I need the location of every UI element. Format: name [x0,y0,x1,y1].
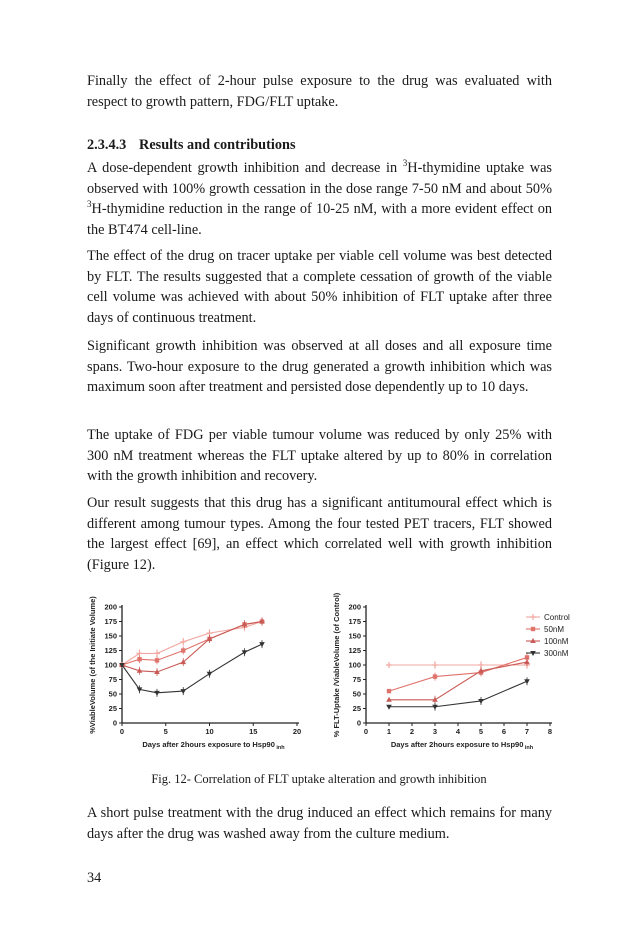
x-axis-label: Days after 2hours exposure to Hsp90 $_{inh}$ [390,740,534,751]
y-tick-label: 0 [356,718,361,728]
paragraph-pulse-treatment: A short pulse treatment with the drug induced an effect which remains for many days after the drug was washed away from the culture medium. [87,805,552,842]
chart-legend [526,613,570,658]
x-axis-label: Days after 2hours exposure to Hsp90 $_{inh}$ [142,740,285,751]
data-point [242,650,248,655]
data-point [137,657,141,661]
series-line [389,662,527,700]
y-tick-label: 175 [104,617,117,627]
x-tick-label: 5 [478,727,484,736]
x-tick-label: 1 [386,727,392,736]
series-line [122,644,262,693]
data-point [386,662,392,668]
legend-marker [530,614,536,620]
page-number: 34 [87,870,102,886]
y-tick-label: 100 [348,660,361,670]
results-text-3: H-thymidine reduction in the range of 10-25 nM, with a more evident effect on the BT474 cell-line. [87,201,552,238]
y-tick-label: 25 [108,704,117,714]
y-axis-label: % FLT-Uptake /ViableVolume (of Control) [332,592,341,738]
data-point [433,674,437,678]
x-tick-label: 3 [432,727,438,736]
data-point [154,691,160,696]
legend-label: 100nM [544,637,569,646]
x-tick-label: 8 [547,727,553,736]
x-tick-label: 0 [119,727,125,736]
y-tick-label: 75 [352,675,361,685]
x-tick-label: 20 [292,727,302,736]
x-tick-label: 2 [409,727,415,736]
paragraph-intro: Finally the effect of 2-hour pulse exposure to the drug was evaluated with respect to growth pattern, FDG/FLT uptake. [87,73,552,110]
x-tick-label: 6 [501,727,507,736]
x-tick-label: 5 [163,727,168,736]
y-tick-label: 0 [112,718,117,728]
x-tick-label: 7 [524,727,530,736]
x-tick-label: 15 [249,727,258,736]
legend-marker [531,627,535,631]
y-tick-label: 200 [348,602,361,612]
superscript-3b: 3 [87,199,92,210]
y-tick-label: 150 [104,631,117,641]
y-tick-label: 150 [348,631,361,641]
legend-label: Control [544,613,570,622]
legend-label: 50nM [544,625,565,634]
data-point [432,662,438,668]
y-axis-label: %ViableVolume (of the Initiate Volume) [88,596,97,734]
x-tick-label: 4 [455,727,461,736]
figure-12 [80,592,570,755]
growth-chart [88,596,301,751]
data-point [524,659,530,664]
y-tick-label: 50 [108,689,117,699]
section-title: Results and contributions [139,137,296,153]
x-tick-label: 10 [205,727,214,736]
section-number: 2.3.4.3 [87,137,127,153]
paragraph-growth-inhibition: Significant growth inhibition was observed at all doses and all exposure time spans. Two-hour exposure to the drug generated a growth inhibition which was maximum soon after treatment and persisted dose dependently up to 10 days. [87,338,552,395]
paragraph-flt-effect: The effect of the drug on tracer uptake per viable cell volume was best detected by FLT. The results suggested that a complete cessation of growth of the viable cell volume was achieved with about 50% inhibition of FLT uptake after three days of continuous treatment. [87,248,552,326]
data-point [154,650,160,656]
x-tick-label: 0 [363,727,369,736]
data-point [207,672,213,677]
y-tick-label: 125 [104,646,117,656]
results-text-1: A dose-dependent growth inhibition and decrease in [87,160,403,176]
data-point [181,648,185,652]
y-tick-label: 50 [352,689,361,699]
data-point [180,639,186,645]
results-text-2: H-thymidine uptake was observed with 100% growth cessation in the dose range 7-50 nM and about 50% [87,160,552,197]
y-tick-label: 175 [348,617,361,627]
flt-uptake-chart [332,592,552,751]
section-heading [87,137,296,154]
y-tick-label: 75 [108,675,117,685]
paragraph-results [87,158,552,240]
y-tick-label: 100 [104,660,117,670]
y-tick-label: 200 [104,602,117,612]
series-line [122,622,262,666]
data-point [155,658,159,662]
figure-caption: Fig. 12- Correlation of FLT uptake alteration and growth inhibition [151,772,487,786]
data-point [387,689,391,693]
superscript-3: 3 [402,158,408,169]
paragraph-conclusion: Our result suggests that this drug has a significant antitumoural effect which is different among tumour types. Among the four tested PET tracers, FLT showed the largest effect [69], an effect which correlated well with growth inhibition (Figure 12). [87,495,552,573]
y-tick-label: 125 [348,646,361,656]
series-line [389,657,527,691]
legend-label: 300nM [544,649,569,658]
paragraph-fdg-uptake: The uptake of FDG per viable tumour volume was reduced by only 25% with 300 nM treatment whereas the FLT uptake altered by up to 80% in correlation with the growth inhibition and recovery. [87,427,552,484]
y-tick-label: 25 [352,704,361,714]
